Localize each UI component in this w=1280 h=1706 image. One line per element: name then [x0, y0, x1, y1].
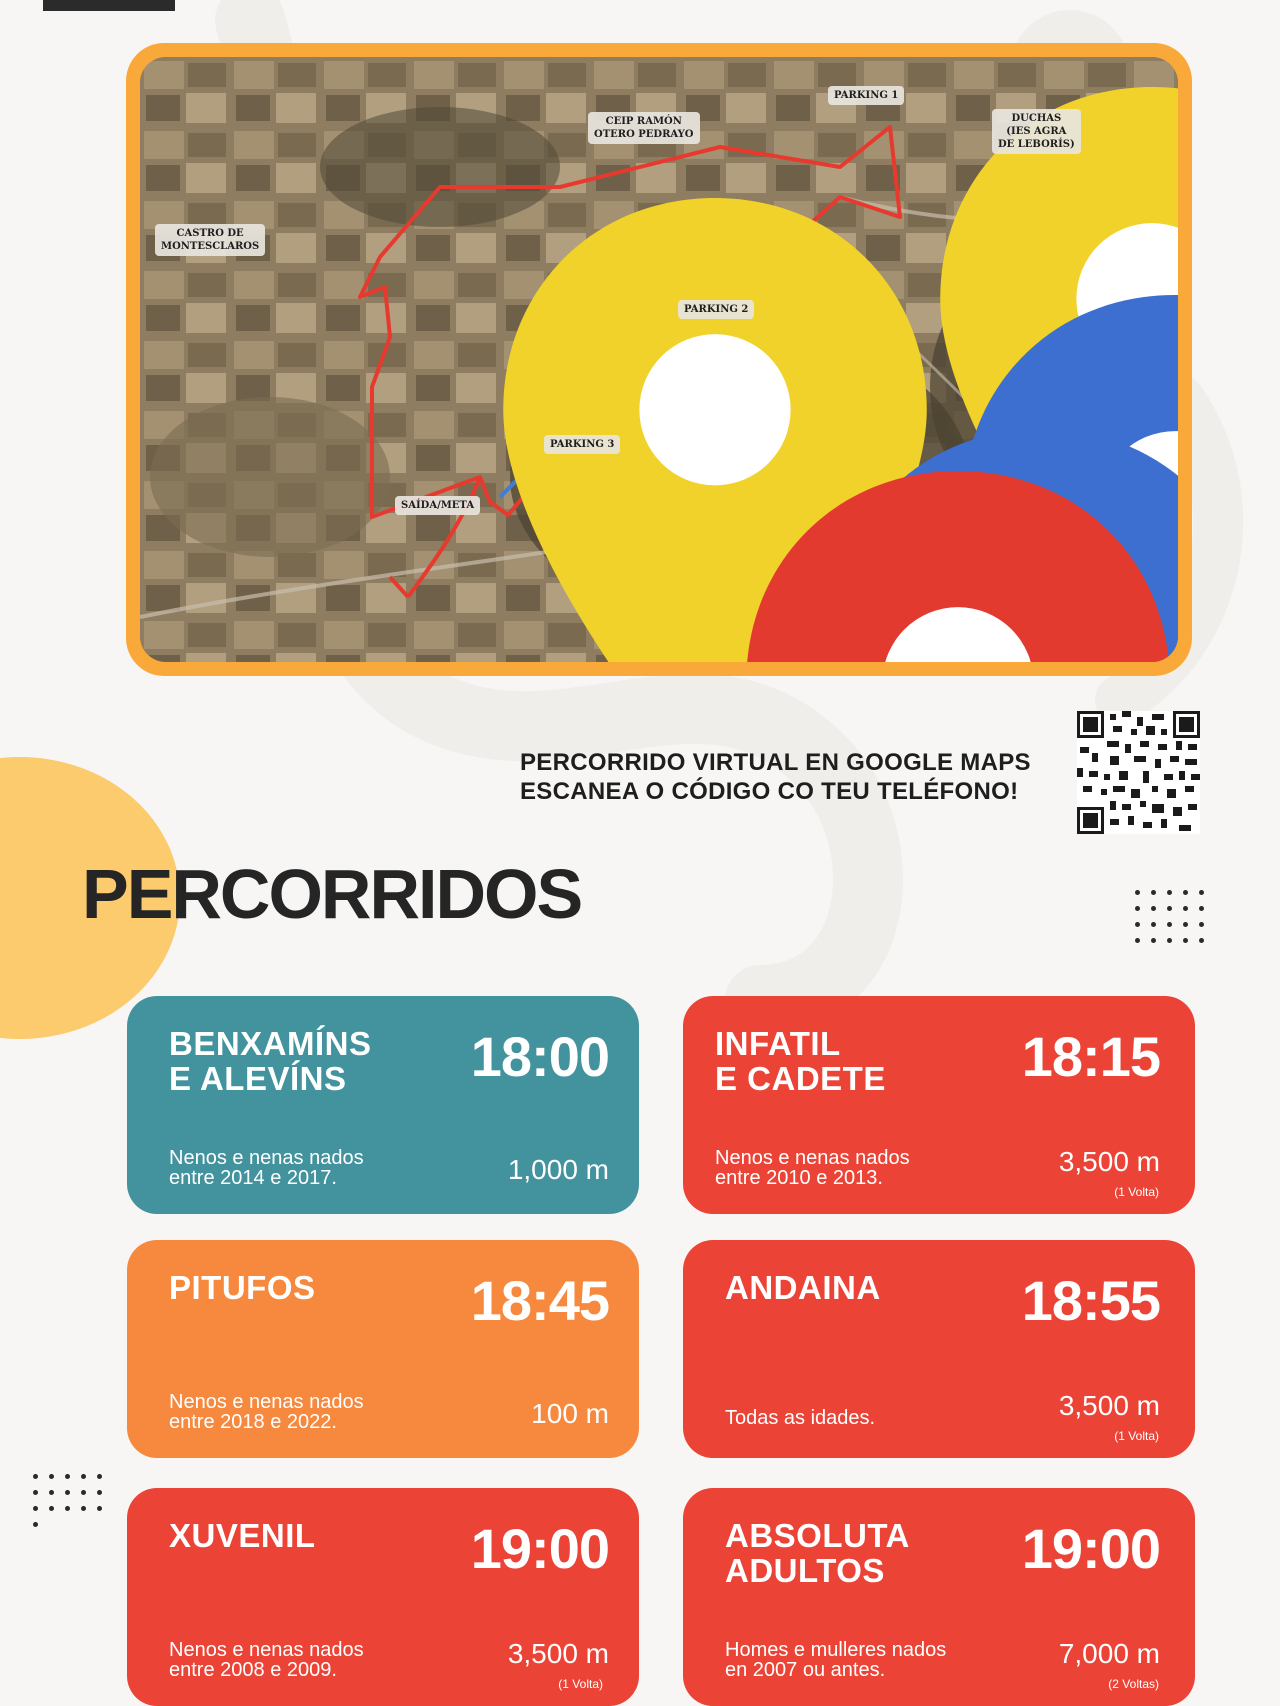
race-name: XUVENIL — [169, 1517, 316, 1554]
race-time: 19:00 — [470, 1517, 609, 1580]
race-name: PITUFOS — [169, 1269, 316, 1306]
race-distance: 1,000 m — [507, 1154, 609, 1185]
race-distance: 3,500 m — [1058, 1390, 1160, 1421]
race-time: 18:45 — [470, 1269, 609, 1332]
map-label-saida: SAÍDA/META — [395, 496, 480, 515]
race-distance: 3,500 m — [507, 1638, 609, 1669]
route-map-frame — [126, 43, 1192, 676]
map-label-duchas: DUCHAS (IES AGRA DE LEBORÍS) — [992, 109, 1081, 154]
map-pin-saida-icon — [439, 471, 1178, 662]
race-laps: (1 Volta) — [1114, 1429, 1159, 1443]
race-name: BENXAMÍNS E ALEVÍNS — [169, 1025, 372, 1097]
race-description: Nenos e nenas nados entre 2010 e 2013. — [715, 1147, 910, 1189]
race-name: INFATIL E CADETE — [715, 1025, 886, 1097]
qr-line-1: PERCORRIDO VIRTUAL EN GOOGLE MAPS — [520, 749, 1031, 776]
race-card-pitufos — [127, 1240, 639, 1458]
race-description: Nenos e nenas nados entre 2008 e 2009. — [169, 1639, 364, 1681]
race-time: 18:00 — [470, 1025, 609, 1088]
race-time: 18:55 — [1021, 1269, 1160, 1332]
qr-instructions — [520, 748, 1060, 806]
race-laps: (1 Volta) — [1114, 1185, 1159, 1199]
route-map[interactable] — [140, 57, 1178, 662]
race-description: Homes e mulleres nados en 2007 ou antes. — [725, 1639, 947, 1681]
race-name: ANDAINA — [725, 1269, 881, 1306]
race-card-infatil — [683, 996, 1195, 1214]
page-title: PERCORRIDOS — [82, 855, 582, 933]
race-laps: (1 Volta) — [558, 1677, 603, 1691]
qr-line-2: ESCANEA O CÓDIGO CO TEU TELÉFONO! — [520, 778, 1019, 805]
race-card-absoluta — [683, 1488, 1195, 1706]
decorative-dots-right — [1135, 890, 1215, 954]
race-distance: 100 m — [531, 1398, 609, 1429]
map-label-ceip: CEIP RAMÓN OTERO PEDRAYO — [588, 112, 700, 144]
map-label-parking2: PARKING 2 — [678, 300, 754, 319]
decorative-dots-left — [33, 1474, 113, 1538]
top-bar — [43, 0, 175, 11]
qr-code-icon[interactable] — [1077, 711, 1200, 834]
race-distance: 7,000 m — [1058, 1638, 1160, 1669]
race-description: Todas as idades. — [725, 1407, 876, 1429]
race-description: Nenos e nenas nados entre 2014 e 2017. — [169, 1147, 364, 1189]
race-name: ABSOLUTA ADULTOS — [725, 1517, 910, 1589]
race-description: Nenos e nenas nados entre 2018 e 2022. — [169, 1391, 364, 1433]
map-label-parking1: PARKING 1 — [828, 86, 904, 105]
map-label-parking3: PARKING 3 — [544, 435, 620, 454]
race-card-xuvenil — [127, 1488, 639, 1706]
race-laps: (2 Voltas) — [1108, 1677, 1159, 1691]
race-card-benxamins — [127, 996, 639, 1214]
race-time: 19:00 — [1021, 1517, 1160, 1580]
map-label-castro: CASTRO DE MONTESCLAROS — [155, 224, 265, 256]
race-card-andaina — [683, 1240, 1195, 1458]
race-distance: 3,500 m — [1058, 1146, 1160, 1177]
race-time: 18:15 — [1021, 1025, 1160, 1088]
